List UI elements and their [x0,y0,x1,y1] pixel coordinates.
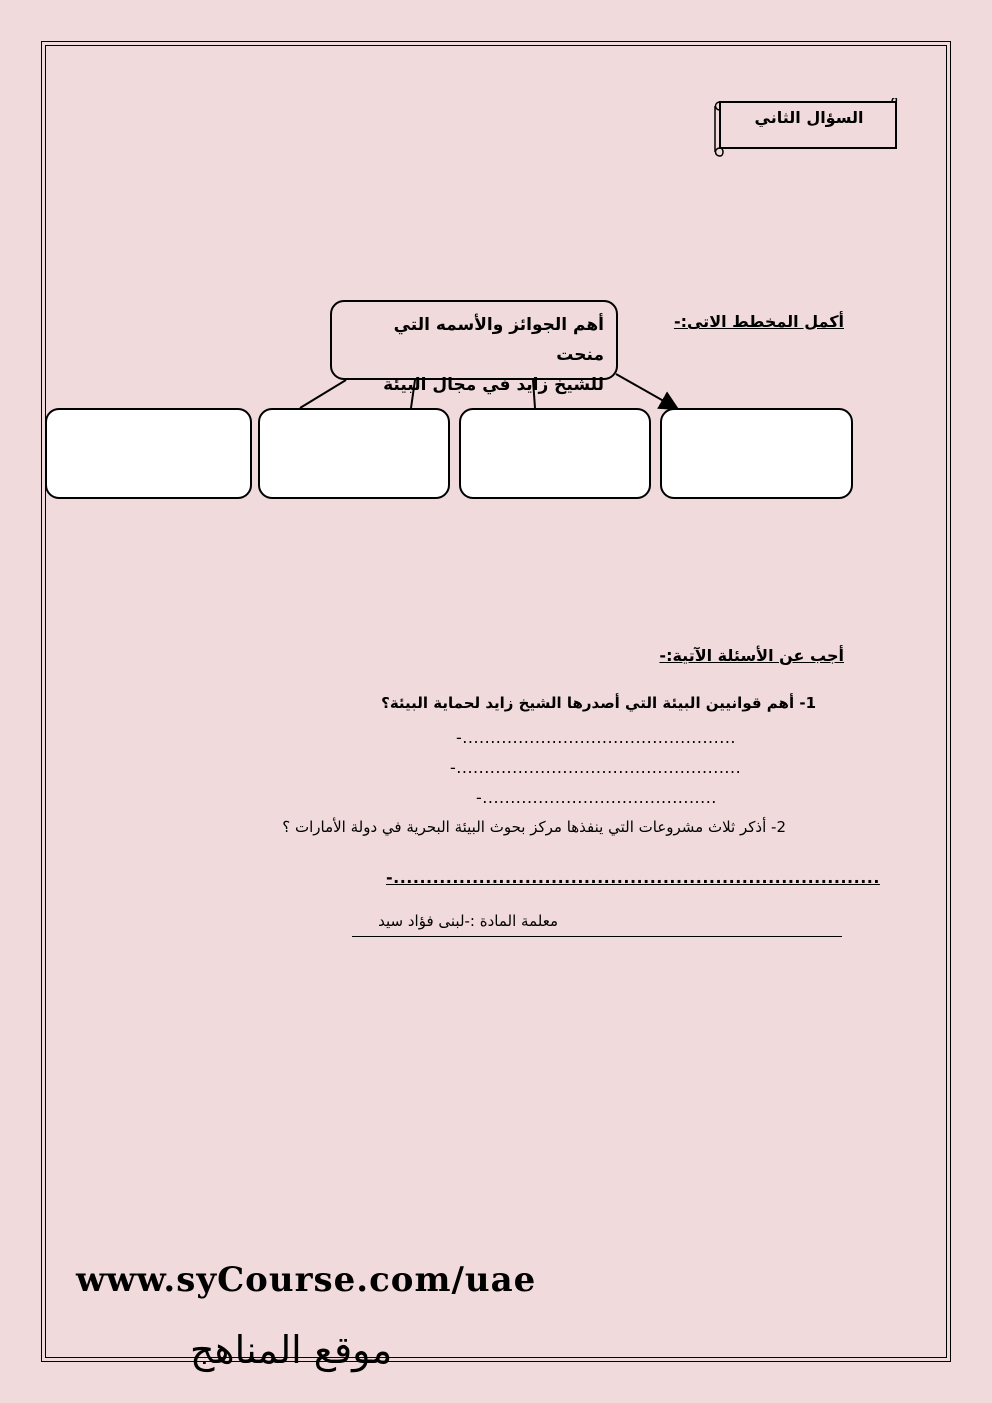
question-1-text: أهم قوانيين البيئة التي أصدرها الشيخ زايد لحماية البيئة؟ [381,694,795,712]
teacher-name: معلمة المادة :-لبنى فؤاد سيد [352,912,842,937]
page-title: السؤال الثاني [754,108,864,127]
connector-arrow [616,374,676,408]
diagram-center-box [330,300,618,395]
center-text-line1: أهم الجوائز والأسمه التي منحت [393,315,604,365]
questions-heading: أجب عن الأسئلة الآتية:- [659,646,844,665]
question-2: 2- أذكر ثلاث مشروعات التي ينفذها مركز بحوث البيئة البحرية في دولة الأمارات ؟ [282,818,786,836]
answer-line-2[interactable]: -................................................... [450,758,742,777]
diagram-instruction: أكمل المخطط الاتى:- [673,312,844,331]
website-url: www.syCourse.com/uae [76,1260,537,1300]
answer-box-2[interactable] [459,408,651,499]
question-1 [340,694,816,712]
answer-box-3[interactable] [258,408,450,499]
answer-box-1[interactable] [660,408,853,499]
site-logo-text: موقع المناهج [190,1328,393,1372]
question-1-number: 1- [799,694,816,712]
connector-line [300,380,346,408]
answer-line-3[interactable]: -.......................................... [476,788,717,807]
center-text-line2: للشيخ زايد في مجال البيئة [383,375,604,395]
answer-box-4[interactable] [45,408,252,499]
answer-line-1[interactable]: -................................................. [456,728,736,747]
answer-line-q2[interactable]: -.......................................................................... [386,868,880,887]
